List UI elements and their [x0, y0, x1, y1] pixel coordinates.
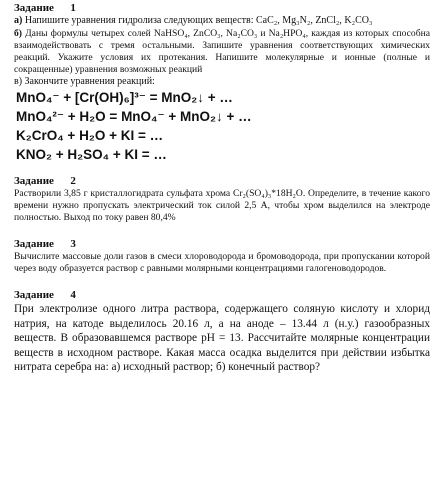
task-1-part-b-text: Даны формулы четырех солей NaHSO₄, ZnCO₃, Na₂CO₃ и Na₂HPO₄, каждая из которых способна взаимодействовать с тремя остальными. Запишите уравнения соответствующих химических реакций. Укажите условия их протекания. Напишите молекулярные и ионные (полные и сокращенные) уравнения возможных реакций — [14, 27, 430, 75]
task-3 — [14, 238, 430, 275]
task-1-part-b — [14, 28, 430, 76]
task-4-heading: Задание 4 — [14, 289, 76, 301]
task-2-heading: Задание 2 — [14, 175, 76, 187]
task-4-text: При электролизе одного литра раствора, содержащего соляную кислоту и хлорид натрия, на катоде выделилось 20.16 л, а на аноде – 13.44 л (н.у.) газообразных веществ. В образовавшемся растворе pH = 13. Рассчитайте молярные концентрации веществ в исходном растворе. Какая масса осадка выделится при действии избытка нитрата серебра на: а) исходный раствор; б) конечный раствор? — [14, 303, 430, 374]
task-2 — [14, 175, 430, 224]
task-3-heading: Задание 3 — [14, 238, 76, 250]
task-1-part-c: в) Закончите уравнения реакций: — [14, 75, 155, 87]
task-3-text: Вычислите массовые доли газов в смеси хлороводорода и бромоводорода, при пропускании которой через воду образуется раствор с равными молярными концентрациями галогеноводородов. — [14, 251, 430, 274]
equation-list — [14, 88, 430, 164]
task-4 — [14, 289, 430, 375]
task-1-part-b-label: б) — [14, 27, 22, 39]
equation-1: MnO₄⁻ + [Cr(OH)₆]³⁻ = MnO₂↓ + … — [16, 90, 233, 105]
task-1-part-a-text: Напишите уравнения гидролиза следующих веществ: CaC₂, Mg₃N₂, ZnCl₂, K₂CO₃ — [24, 15, 373, 26]
equation-4: KNO₂ + H₂SO₄ + KI = … — [16, 147, 167, 162]
equation-2: MnO₄²⁻ + H₂O = MnO₄⁻ + MnO₂↓ + … — [16, 109, 252, 124]
task-1-part-a — [14, 15, 430, 28]
equation-3: K₂CrO₄ + H₂O + KI = … — [16, 128, 164, 143]
task-1-heading: Задание 1 — [14, 2, 76, 14]
task-2-text: Растворили 3,85 г кристаллогидрата сульфата хрома Cr₂(SO₄)₃*18H₂O. Определите, в течение какого времени нужно пропускать электрический ток силой 2,5 А, чтобы хром выделился на электроде полностью. Выход по току равен 80,4% — [14, 188, 430, 223]
task-1-part-a-label: а) — [14, 15, 23, 26]
task-1 — [14, 2, 430, 164]
